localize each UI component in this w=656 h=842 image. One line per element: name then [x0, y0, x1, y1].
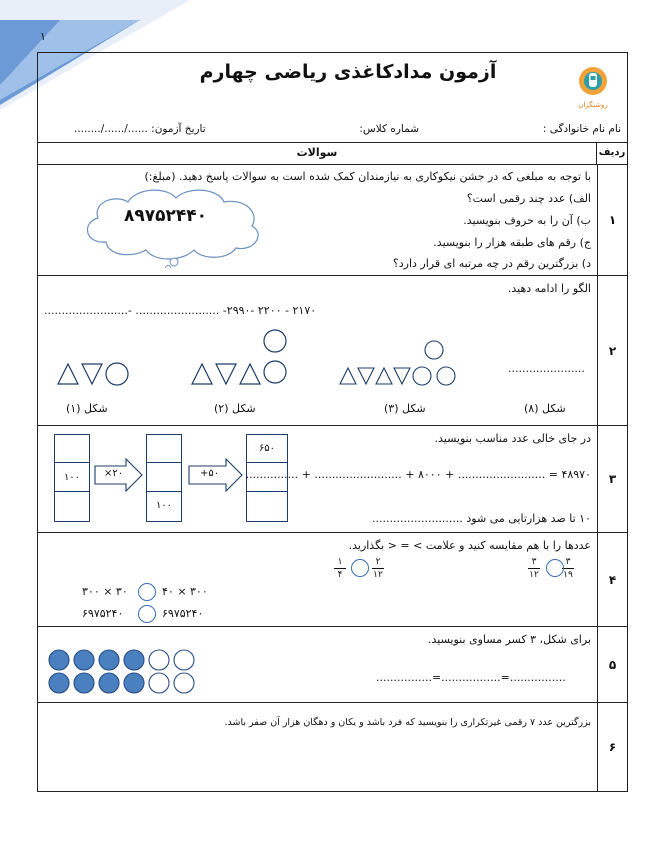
machine-box-3 — [246, 434, 288, 522]
exam-date-label: تاریخ آزمون: ....../....../........ — [74, 123, 206, 135]
operation-1: ×۲۰ — [104, 468, 124, 479]
equation-line: ۴۸۹۷۰ = ......................... + ۸۰۰۰ + ......................... + ............... — [245, 468, 591, 481]
question-number: ۶ — [597, 703, 627, 791]
cloud-value: ۸۹۷۵۲۴۴۰ — [124, 206, 208, 226]
question-number: ۲ — [597, 276, 627, 425]
logo-text: روشنگران — [578, 101, 608, 109]
fraction-circles — [48, 649, 204, 695]
class-number-label: شماره کلاس: — [359, 123, 419, 135]
question-instruction: در جای خالی عدد مناسب بنویسید. — [434, 432, 591, 445]
compare-1-left: ۳۰۰ × ۳۰ — [82, 585, 128, 598]
fraction: ۳ ۱۹ — [563, 557, 573, 580]
box-cell — [147, 435, 181, 463]
question-instruction: عددها را با هم مقایسه کنید و علامت > = < بگذارید. — [348, 539, 591, 552]
question-number: ۵ — [597, 627, 627, 702]
questions-heading: سوالات — [296, 146, 338, 159]
machine-box-2 — [146, 434, 182, 522]
pattern-shape-2 — [190, 328, 290, 386]
number-sequence: ۲۱۷۰ - ۲۲۰۰ -۲۹۹۰- ........................ -........................ — [44, 304, 317, 317]
fraction: ۲ ۱۲ — [373, 557, 383, 580]
shaded-circle — [99, 673, 119, 693]
question-instruction: برای شکل، ۳ کسر مساوی بنویسید. — [427, 633, 591, 646]
shaded-circle — [99, 650, 119, 670]
compare-2-right: ۶۹۷۵۲۴۰ — [162, 607, 204, 620]
question-instruction: بزرگترین عدد ۷ رقمی غیرتکراری را بنویسید که فرد باشد و یکان و دهگان هزار آن صفر باشد. — [224, 717, 591, 728]
shaded-circle — [49, 650, 69, 670]
shape-label-3: شکل (۳) — [384, 402, 426, 415]
shaded-circle — [124, 650, 144, 670]
box-cell — [247, 492, 287, 520]
family-name-label: نام نام خانوادگی : — [542, 123, 621, 135]
part-c: ج) رقم های طبقه هزار را بنویسید. — [433, 236, 591, 249]
answer-line: ................=.................=................ — [376, 671, 566, 684]
question-number: ۱ — [597, 164, 627, 275]
compare-circle[interactable] — [351, 559, 369, 577]
machine-box-1 — [54, 434, 90, 522]
box-cell — [55, 492, 89, 520]
exam-title: آزمون مدادکاغذی ریاضی چهارم — [199, 61, 497, 83]
empty-circle — [174, 650, 194, 670]
exam-sheet — [37, 52, 628, 792]
shape-label-2: شکل (۲) — [214, 402, 256, 415]
empty-circle — [149, 650, 169, 670]
compare-circle[interactable] — [138, 583, 156, 601]
question-intro: با توجه به مبلغی که در جشن نیکوکاری به نیازمندان کمک شده است به سوالات پاسخ دهید. (مبلغ:) — [144, 170, 591, 183]
compare-1-right: ۴۰ × ۳۰۰ — [162, 585, 208, 598]
question-number: ۴ — [597, 533, 627, 626]
table-header-row — [38, 142, 627, 165]
box-cell — [247, 463, 287, 491]
operation-2: +۵۰ — [200, 468, 220, 479]
statement-line: ۱۰ تا صد هزارتایی می شود .......................... — [372, 512, 591, 525]
pattern-shape-3 — [338, 340, 462, 386]
page-number: ۱ — [40, 30, 46, 43]
compare-circle[interactable] — [138, 605, 156, 623]
fraction: ۱ ۴ — [334, 557, 346, 580]
exam-header — [38, 53, 627, 143]
part-d: د) بزرگترین رقم در چه مرتبه ای قرار دارد؟ — [392, 257, 591, 270]
compare-2-left: ۶۹۷۵۲۴۰ — [82, 607, 124, 620]
logo-icon — [574, 61, 612, 113]
shaded-circle — [49, 673, 69, 693]
box-cell — [55, 435, 89, 463]
shaded-circle — [124, 673, 144, 693]
fraction: ۳ ۱۲ — [529, 557, 539, 580]
empty-circle — [174, 673, 194, 693]
empty-circle — [149, 673, 169, 693]
box-cell-value: ۱۰۰ — [155, 500, 173, 512]
question-row-3 — [38, 426, 627, 533]
radif-heading: ردیف — [596, 142, 627, 164]
compare-circle[interactable] — [546, 559, 564, 577]
pattern-shape-1 — [56, 360, 132, 386]
shape-8-blank: ...................... — [508, 362, 585, 375]
box-cell-value: ۱۰۰ — [55, 463, 89, 491]
part-a: الف) عدد چند رقمی است؟ — [466, 192, 591, 205]
question-instruction: الگو را ادامه دهید. — [507, 282, 591, 295]
question-row-2 — [38, 276, 627, 426]
part-b: ب) آن را به حروف بنویسید. — [463, 214, 591, 227]
shaded-circle — [74, 673, 94, 693]
question-number: ۳ — [597, 426, 627, 532]
question-row-5 — [38, 627, 627, 703]
shape-label-8: شکل (۸) — [524, 402, 566, 415]
question-row-6 — [38, 703, 627, 791]
box-cell — [147, 463, 181, 491]
shaded-circle — [74, 650, 94, 670]
shape-label-1: شکل (۱) — [66, 402, 108, 415]
question-row-1 — [38, 164, 627, 276]
box-cell-value: ۶۵۰ — [247, 435, 287, 463]
question-row-4 — [38, 533, 627, 627]
